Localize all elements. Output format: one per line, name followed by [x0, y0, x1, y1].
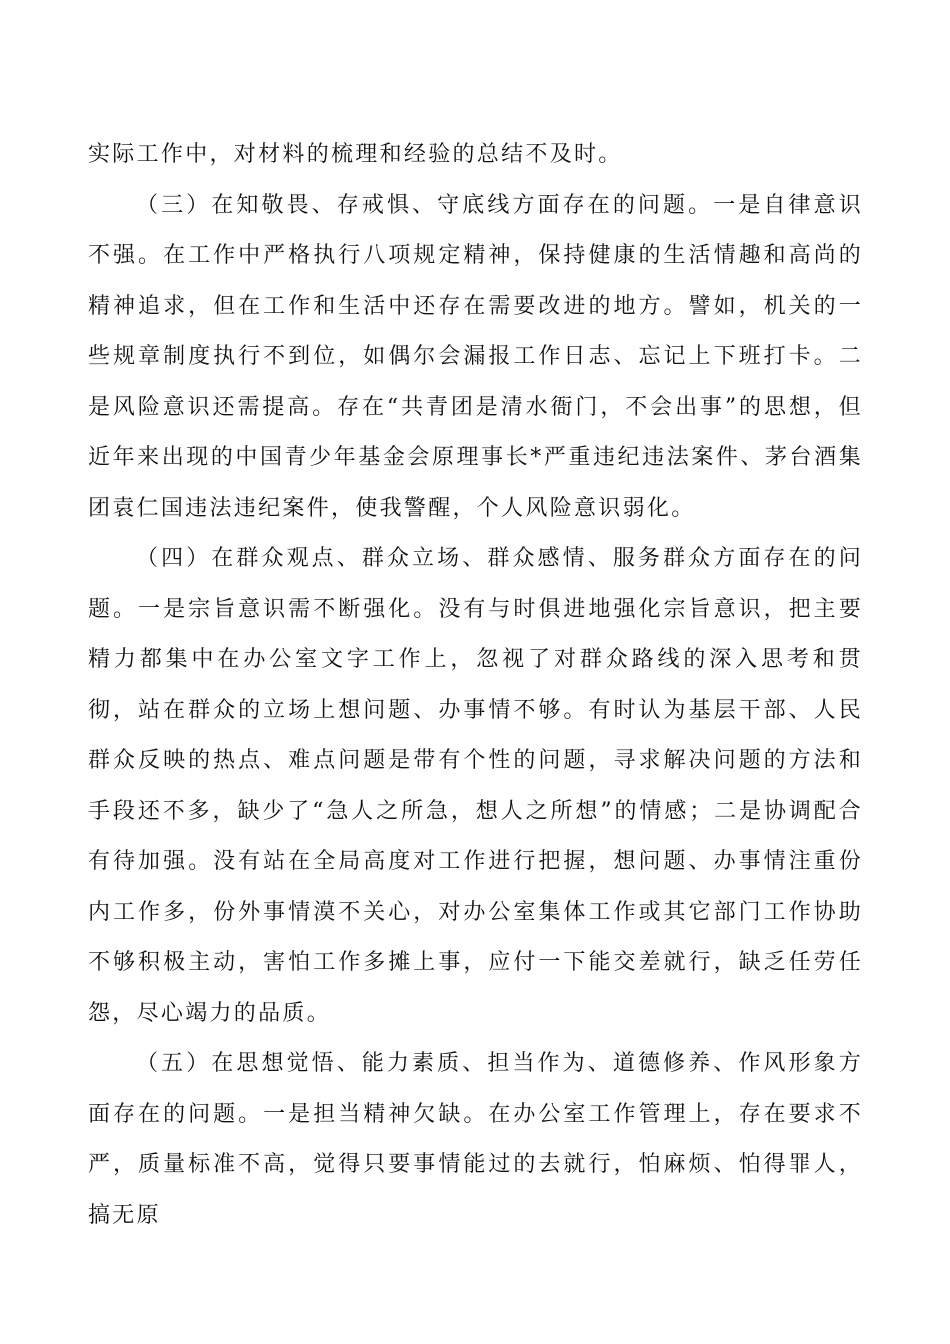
paragraph-continuation: 实际工作中，对材料的梳理和经验的总结不及时。	[88, 142, 623, 167]
paragraph-section-five: （五）在思想觉悟、能力素质、担当作为、道德修养、作风形象方面存在的问题。一是担当精神欠缺。在办公室工作管理上，存在要求不严，质量标准不高，觉得只要事情能过的去就行，怕麻烦、怕得罪人，搞无原	[88, 1051, 863, 1228]
document-body	[88, 130, 863, 1241]
paragraph-section-four: （四）在群众观点、群众立场、群众感情、服务群众方面存在的问题。一是宗旨意识需不断强化。没有与时俱进地强化宗旨意识，把主要精力都集中在办公室文字工作上，忽视了对群众路线的深入思考和贯彻，站在群众的立场上想问题、办事情不够。有时认为基层干部、人民群众反映的热点、难点问题是带有个性的问题，寻求解决问题的方法和手段还不多，缺少了“急人之所急，想人之所想”的情感；二是协调配合有待加强。没有站在全局高度对工作进行把握，想问题、办事情注重份内工作多，份外事情漠不关心，对办公室集体工作或其它部门工作协助不够积极主动，害怕工作多摊上事，应付一下能交差就行，缺乏任劳任怨，尽心竭力的品质。	[88, 546, 863, 1026]
paragraph-section-three: （三）在知敬畏、存戒惧、守底线方面存在的问题。一是自律意识不强。在工作中严格执行八项规定精神，保持健康的生活情趣和高尚的精神追求，但在工作和生活中还存在需要改进的地方。譬如，机关的一些规章制度执行不到位，如偶尔会漏报工作日志、忘记上下班打卡。二是风险意识还需提高。存在“共青团是清水衙门，不会出事”的思想，但近年来出现的中国青少年基金会原理事长*严重违纪违法案件、茅台酒集团袁仁国违法违纪案件，使我警醒，个人风险意识弱化。	[88, 192, 863, 521]
